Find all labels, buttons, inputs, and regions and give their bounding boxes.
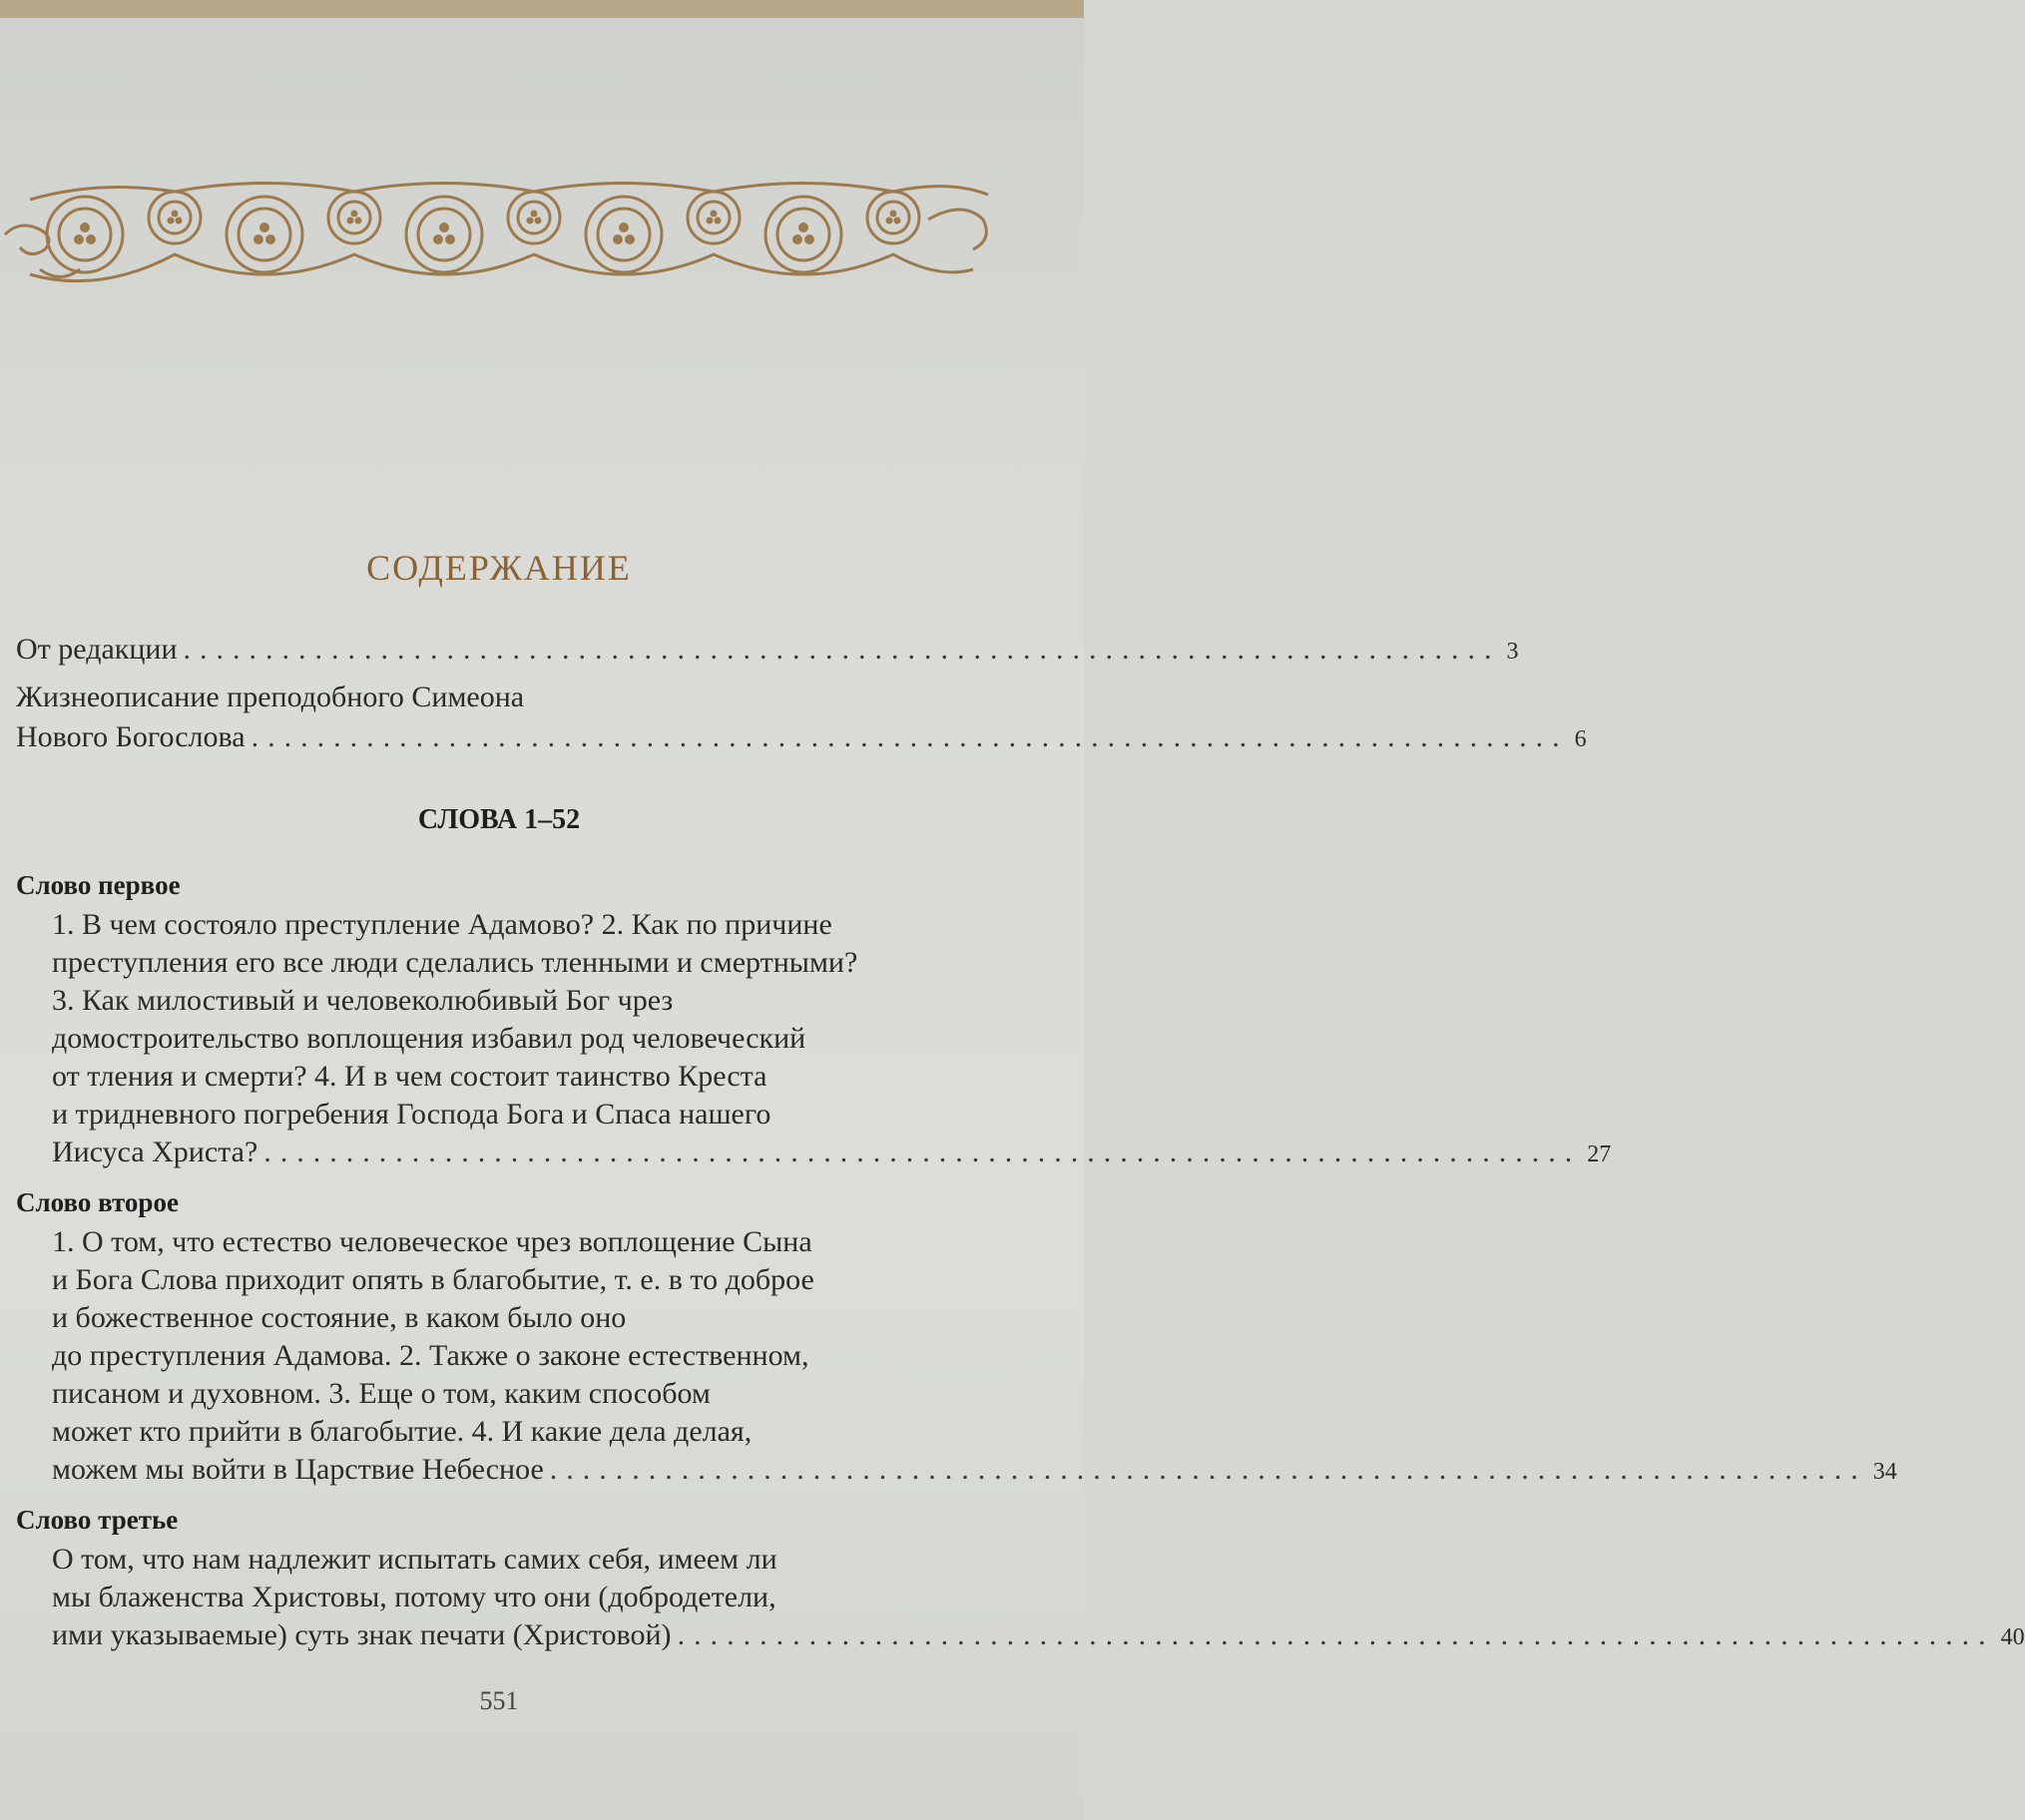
slovo-line: до преступления Адамова. 2. Также о законе естественном,	[52, 1339, 809, 1372]
slovo-line: 1. О том, что естество человеческое чрез воплощение Сына	[52, 1225, 812, 1258]
slovo-line: 3. Как милостивый и человеколюбивый Бог чрез	[52, 984, 674, 1017]
slovo-line: преступления его все люди сделались тленными и смертными?	[52, 946, 858, 979]
toc-page-number: 3	[1506, 639, 1519, 665]
slovo-line: писаном и духовном. 3. Еще о том, каким способом	[52, 1377, 711, 1410]
toc-entry-slovo-3[interactable]	[52, 1616, 2025, 1654]
leader-dots: ................................................................................	[677, 1618, 1995, 1651]
toc-entry-title: Нового Богослова	[16, 720, 246, 753]
slovo-line: и божественное состояние, в каком было оно	[52, 1301, 627, 1334]
slovo-line: О том, что нам надлежит испытать самих себя, имеем ли	[52, 1543, 777, 1576]
slovo-line: ими указываемые) суть знак печати (Христовой)	[52, 1618, 672, 1651]
toc-entry-slovo-2[interactable]	[52, 1451, 1897, 1489]
leader-dots: ................................................................................	[263, 1136, 1582, 1168]
toc-page-number: 34	[1872, 1459, 1897, 1485]
section-title: СЛОВА 1–52	[417, 804, 581, 835]
page-edge	[0, 0, 1084, 18]
toc-page-number: 27	[1587, 1141, 1612, 1167]
toc-entry-title: От редакции	[16, 633, 178, 666]
leader-dots: ................................................................................	[183, 633, 1501, 666]
page-number: 551	[479, 1686, 519, 1715]
slovo-heading: Слово первое	[16, 870, 181, 900]
leader-dots: ................................................................................	[251, 720, 1569, 753]
slovo-line: домостроительство воплощения избавил род человеческий	[52, 1022, 806, 1055]
toc-page-number: 6	[1574, 726, 1587, 752]
slovo-line: Иисуса Христа?	[52, 1136, 258, 1168]
slovo-line: и тридневного погребения Господа Бога и Спаса нашего	[52, 1098, 771, 1131]
slovo-heading: Слово третье	[16, 1505, 179, 1535]
toc-entry-editorial[interactable]	[16, 631, 1519, 669]
slovo-line: и Бога Слова приходит опять в благобытие, т. е. в то доброе	[52, 1263, 814, 1296]
slovo-heading: Слово второе	[16, 1187, 179, 1217]
leader-dots: ................................................................................	[549, 1453, 1867, 1486]
slovo-line: от тления и смерти? 4. И в чем состоит таинство Креста	[52, 1060, 767, 1093]
slovo-line: мы блаженства Христовы, потому что они (добродетели,	[52, 1581, 776, 1613]
toc-entry-title: Жизнеописание преподобного Симеона	[16, 681, 525, 713]
toc-entry-biography-line1[interactable]	[16, 679, 970, 716]
slovo-line: можем мы войти в Царствие Небесное	[52, 1453, 544, 1486]
toc-entry-biography[interactable]	[16, 718, 1587, 756]
toc-page-number: 40	[2000, 1624, 2025, 1650]
toc-entry-slovo-1[interactable]	[52, 1134, 1612, 1171]
toc-heading: СОДЕРЖАНИЕ	[366, 548, 632, 588]
slovo-line: 1. В чем состояло преступление Адамово? 2. Как по причине	[52, 908, 832, 941]
decorative-ornament-band	[0, 160, 998, 309]
slovo-line: может кто прийти в благобытие. 4. И какие дела делая,	[52, 1415, 753, 1448]
